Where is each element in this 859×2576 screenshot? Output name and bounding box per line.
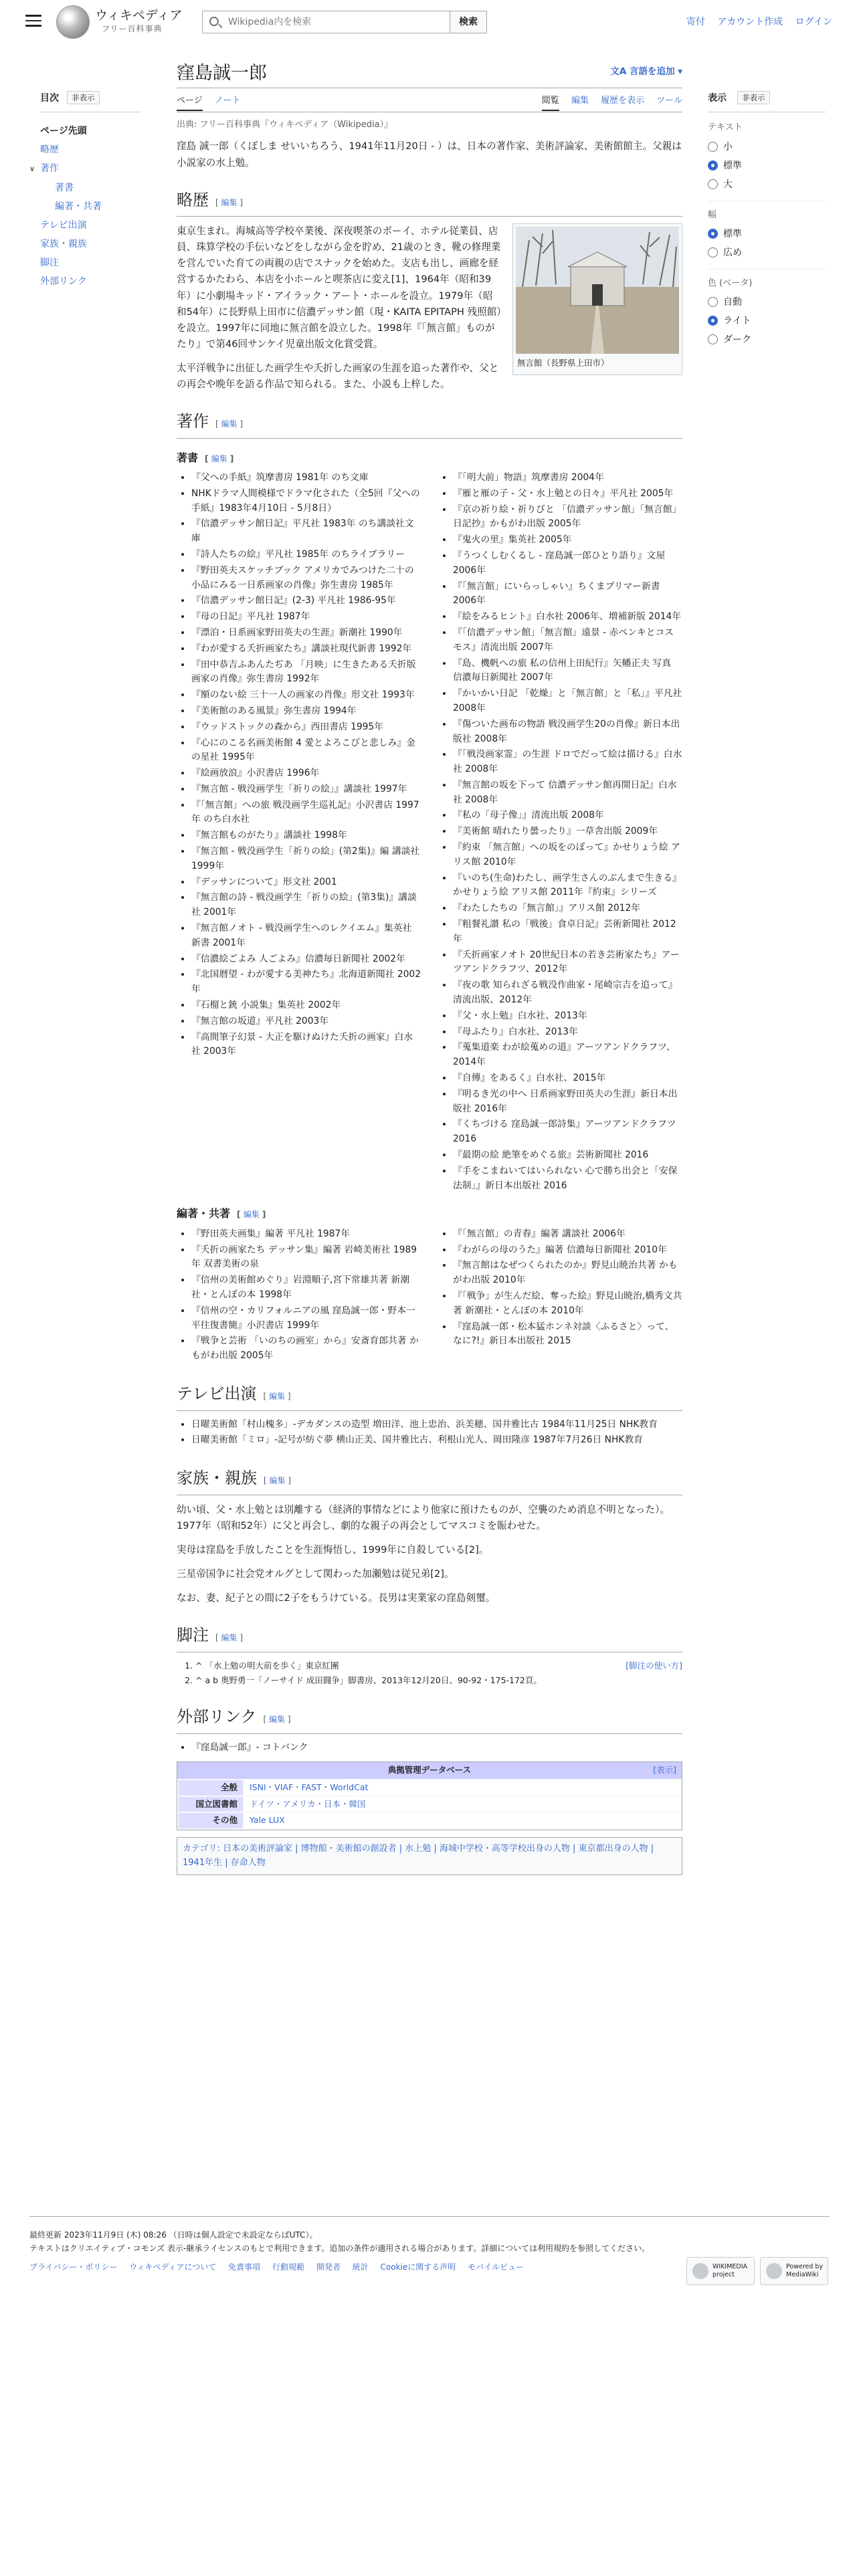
search-button[interactable]: 検索 (450, 11, 487, 33)
list-item: • 『戦争と芸術 「いのちの画室」から』安斎育郎共著 かもがわ出版 2005年 (191, 1334, 421, 1364)
authority-key: その他 (179, 1813, 243, 1828)
edit-link[interactable]: [ 編集 ] (237, 1210, 266, 1220)
coauth-columns (177, 1227, 682, 1365)
thumbnail-caption: 無言館（長野県上田市） (517, 358, 609, 368)
list-item: • 『野田英夫画集』編著 平凡社 1987年 (191, 1227, 421, 1242)
list-item: • 『わが愛する夭折画家たち』講談社現代新書 1992年 (191, 642, 421, 657)
edit-link[interactable]: [ 編集 ] (264, 1476, 292, 1486)
list-item: • 『父・水上勉』白水社、2013年 (453, 1009, 682, 1024)
radio-label: ライト (723, 316, 751, 327)
list-item: • 『信州の美術館めぐり』岩淵順子,宮下常雄共著 新潮社・とんぼの本 1998年 (191, 1273, 421, 1303)
section-heading-works (177, 409, 682, 439)
toc-item-tv[interactable]: テレビ出演 (40, 220, 87, 231)
list-item: • 『無言館ものがたり』講談社 1998年 (191, 829, 421, 843)
authority-value[interactable]: ドイツ・アメリカ・日本・韓国 (244, 1797, 680, 1812)
list-item: • 『「無言館」への旅 戦没画学生巡礼記』小沢書店 1997年 のち白水社 (191, 798, 421, 828)
section-heading-bio (177, 187, 682, 217)
text-size-standard[interactable] (708, 156, 826, 175)
bio-paragraph-1: 東京生まれ。海城高等学校卒業後、深夜喫茶のボーイ、ホテル従業員、店員、珠算学校の手伝いなどをしながら金を貯め、21歳のとき、靴の修理業を営んでいた育ての両親の店でスナックを始めた。支店も出し、画廊を経営するかたわら、本店を小ホールと喫茶店に変え[1]、1964年（昭和39年）に小劇場キッド・アイラック・アート・ホールを設立。1979年（昭和54年）に長野県上田市に信濃デッサン館（現・KAITA EPITAPH 残照館）を設立。1997年に同地に無言館を設立した。1998年『「無言館」ものがたり』で第46回サンケイ児童出版文化賞受賞。 (177, 225, 502, 350)
list-item: • 『くちづける 窪島誠一郎詩集』アーツアンドクラフツ 2016 (453, 1117, 682, 1147)
list-item: • 『無言館はなぜつくられたのか』野見山暁治共著 かもがわ出版 2010年 (453, 1259, 682, 1288)
list-item: • 『デッサンについて』形文社 2001 (191, 875, 421, 890)
books-columns (177, 471, 682, 1194)
lead-paragraph: 窪島 誠一郎（くぼしま せいいちろう、1941年11月20日 - ）は、日本の著作家、美術評論家、美術館館主。父親は小説家の水上勉。 (177, 140, 682, 169)
references-list (177, 1659, 682, 1688)
list-item: • 『心にのこる名画美術館 4 愛とよろこびと悲しみ』金の星社 1995年 (191, 736, 421, 766)
search-input[interactable] (227, 14, 441, 30)
footer-link[interactable]: Cookieに関する声明 (380, 2262, 456, 2272)
color-dark[interactable] (708, 330, 826, 349)
authority-value[interactable]: ISNI・VIAF・FAST・WorldCat (244, 1780, 680, 1796)
external-links-list (177, 1741, 682, 1757)
footer-link[interactable]: ウィキペディアについて (129, 2262, 217, 2272)
list-item: • 『信濃デッサン館日記』(2-3) 平凡社 1986-95年 (191, 594, 421, 609)
logo-title[interactable]: ウィキペディア (95, 8, 183, 23)
edit-link[interactable]: [ 編集 ] (263, 1391, 291, 1401)
family-paragraph-2: 実母は窪島を手放したことを生涯悔悟し、1999年に自殺している[2]。 (177, 1543, 489, 1555)
list-item: • 『わがらの母のうた』編著 信濃毎日新聞社 2010年 (453, 1243, 682, 1258)
text-size-small[interactable] (708, 138, 826, 156)
search-icon (209, 17, 219, 26)
list-item: • 『夭折画家ノオト 20世紀日本の若き芸術家たち』アーツアンドクラフツ、2012年 (453, 948, 682, 978)
list-item: • 『田中恭吉ふあんたぢあ 「月映」に生きたある夭折版画家の肖像』弥生書房 1992年 (191, 658, 421, 687)
list-item: • 『高間筆子幻景 - 大正を駆けぬけた夭折の画家』白水社 2003年 (191, 1031, 421, 1060)
heading-text: 脚注 (177, 1626, 209, 1645)
list-item: • 『窪島誠一郎』- コトバンク (191, 1741, 682, 1755)
color-light[interactable] (708, 312, 826, 330)
list-item: • 『わたしたちの「無言館」』アリス館 2012年 (453, 901, 682, 916)
mugonkan-photo[interactable] (516, 227, 679, 354)
page-footer (29, 2216, 830, 2278)
edit-link[interactable]: [ 編集 ] (263, 1714, 291, 1724)
list-item: • 『「戦争」が生んだ絵、奪った絵』野見山暁治,橋秀文共著 新潮社・とんぼの本 2010年 (453, 1289, 682, 1319)
add-language-button[interactable]: 文A 言語を追加 ▾ (610, 66, 682, 77)
mediawiki-badge[interactable]: Powered by MediaWiki (760, 2257, 828, 2285)
list-item: • 『無言館 - 戦没画学生「祈りの絵」』講談社 1997年 (191, 782, 421, 797)
footer-link[interactable]: モバイルビュー (468, 2262, 524, 2272)
tv-list (177, 1418, 682, 1450)
building-illustration (516, 227, 679, 354)
books-list-right (438, 471, 682, 1194)
wikimedia-badge[interactable]: WIKIMEDIA project (686, 2257, 755, 2285)
books-list-left (177, 471, 421, 1194)
wikipedia-logo-icon[interactable] (56, 5, 90, 39)
heading-text: テレビ出演 (177, 1384, 257, 1403)
radio-label: ダーク (723, 334, 751, 346)
list-item: • 『信濃絵ごよみ 人ごよみ』信濃毎日新聞社 2002年 (191, 952, 421, 967)
subheading-books (177, 449, 682, 467)
category-links[interactable] (177, 1837, 682, 1875)
list-item: • 『島、機帆への旅 私の信州上田紀行』矢幡正夫 写真 信濃毎日新聞社 2007年 (453, 657, 682, 686)
radio-icon (708, 247, 718, 257)
radio-icon (708, 334, 718, 344)
radio-selected-icon (708, 229, 718, 239)
toc-item-coauthored[interactable]: 編著・共著 (55, 201, 102, 213)
color-label: 色 (ベータ) (708, 278, 753, 288)
toc-title: 目次 (40, 93, 59, 104)
appearance-hide-button[interactable]: 非表示 (737, 91, 770, 104)
authority-value[interactable]: Yale LUX (244, 1813, 680, 1828)
appearance-title: 表示 (708, 93, 727, 104)
list-item: • 『「信濃デッサン館」「無言館」遠景 - 赤ペンキとコスモス』清流出版 2007年 (453, 626, 682, 655)
radio-icon (708, 179, 718, 189)
edit-link[interactable]: [ 編集 ] (215, 1633, 244, 1643)
external-list-wrap (177, 1741, 682, 1757)
table-of-contents (29, 91, 140, 291)
color-auto[interactable] (708, 293, 826, 312)
list-item: • 『うつくしむくるし - 窪島誠一郎ひとり語り』文屋 2006年 (453, 549, 682, 578)
menu-icon[interactable] (25, 15, 41, 27)
tab-read[interactable]: 閲覧 (542, 96, 559, 111)
toc-item-top[interactable]: ページ先頭 (40, 126, 87, 137)
text-size-large[interactable] (708, 175, 826, 194)
family-paragraph-1: 幼い頃、父・水上勉とは別離する（経済的事情などにより他家に預けたものが、空襲のため消息不明となった）。1977年（昭和52年）に父と再会し、劇的な親子の再会としてマスコミを賑わせた。 (177, 1503, 670, 1531)
list-item: • 日曜美術館「ミロ」-記号が紡ぐ夢 横山正美、国井雅比古、利根山光人、岡田隆彦 1987年7月26日 NHK教育 (191, 1433, 682, 1448)
thumbnail-figure[interactable] (512, 223, 682, 375)
section-heading-external (177, 1704, 682, 1734)
toc-hide-button[interactable]: 非表示 (67, 91, 100, 104)
add-language-label: 言語を追加 (630, 66, 675, 77)
heading-text: 著書 (177, 451, 199, 464)
list-item: • 『北国暦望 - わが愛する美神たち』北海道新聞社 2002年 (191, 968, 421, 997)
list-item: • 『「無言館」の青春』編著 講談社 2006年 (453, 1227, 682, 1242)
radio-label: 自動 (723, 297, 742, 308)
list-item: • 『京の祈り絵・祈りびと 「信濃デッサン館」「無言館」日記抄』かもがわ出版 2005年 (453, 503, 682, 532)
radio-selected-icon (708, 316, 718, 326)
category-text[interactable]: カテゴリ: 日本の美術評論家 | 博物館・美術館の創設者 | 水上勉 | 海城中学校・高等学校出身の人物 | 東京都出身の人物 | 1941年生 | 存命人物 (183, 1843, 654, 1868)
create-account-link[interactable]: アカウント作成 (717, 17, 783, 27)
login-link[interactable]: ログイン (795, 17, 832, 27)
heading-text: 外部リンク (177, 1707, 257, 1726)
tab-talk[interactable]: ノート (214, 96, 241, 106)
list-item: • NHKドラマ人間模様でドラマ化された（全5回『父への手紙』1983年4月10日 - 5月8日） (191, 487, 421, 516)
search-box (202, 11, 487, 33)
list-item: • 『絵画放浪』小沢書店 1996年 (191, 766, 421, 781)
heading-text: 家族・親族 (177, 1469, 257, 1488)
table-row (179, 1813, 680, 1828)
list-item: • 『母ふたり』白水社、2013年 (453, 1025, 682, 1040)
authority-control-box (177, 1761, 682, 1830)
logo-tagline: フリー百科事典 (102, 24, 163, 33)
radio-label: 標準 (723, 228, 742, 239)
list-item: • 『蒐集道楽 わが絵蒐めの道』アーツアンドクラフツ、2014年 (453, 1041, 682, 1070)
toc-item-external[interactable]: 外部リンク (40, 276, 87, 288)
authority-header (177, 1762, 682, 1779)
list-item: • 『信濃デッサン館日記』平凡社 1983年 のち講談社文庫 (191, 517, 421, 546)
list-item: • 『雁と雁の子 - 父・水上勉との日々』平凡社 2005年 (453, 487, 682, 502)
section-heading-tv (177, 1381, 682, 1411)
footer-link[interactable]: 開発者 (316, 2262, 341, 2272)
section-heading-family (177, 1465, 682, 1495)
list-item: • 『額のない絵 三十一人の画家の肖像』形文社 1993年 (191, 688, 421, 703)
list-item: • 『粗餐礼讃 私の「戦後」食卓日記』芸術新聞社 2012年 (453, 918, 682, 947)
list-item: • 『石榴と銃 小説集』集英社 2002年 (191, 998, 421, 1013)
footer-link[interactable]: 行動規範 (272, 2262, 305, 2272)
edit-link[interactable]: [ 編集 ] (215, 197, 244, 207)
list-item: • 『信州の空・カリフォルニアの風 窪島誠一郎・野本一平往復書簡』小沢書店 1999年 (191, 1304, 421, 1333)
authority-key: 国立図書館 (179, 1797, 243, 1812)
edit-link[interactable]: [ 編集 ] (205, 453, 234, 463)
list-item: • 『漂泊・日系画家野田英夫の生涯』新潮社 1990年 (191, 626, 421, 641)
toc-item-bio[interactable]: 略歴 (40, 144, 59, 156)
authority-title[interactable]: 典拠管理データベース (387, 1765, 472, 1776)
list-item: • 『母の日記』平凡社 1987年 (191, 610, 421, 625)
list-item: • 『「戦没画家霊」の生涯 ドロでだって絵は描ける』白水社 2008年 (453, 748, 682, 777)
radio-icon (708, 142, 718, 152)
tab-page[interactable]: ページ (177, 96, 203, 111)
appearance-header (708, 91, 826, 112)
tab-tools[interactable]: ツール (656, 96, 682, 106)
radio-selected-icon (708, 160, 718, 171)
section-heading-notes (177, 1622, 682, 1652)
toc-item-family[interactable]: 家族・親族 (40, 239, 87, 250)
list-item: • 『美術館 晴れたり曇ったり』一草舎出版 2009年 (453, 825, 682, 839)
list-item: • 『鬼火の里』集英社 2005年 (453, 533, 682, 548)
list-item: • 『手をこまねいてはいられない 心で勝ち出会と「安保法制」』新日本出版社 2016 (453, 1164, 682, 1194)
list-item: • 『夭折の画家たち デッサン集』編著 岩崎美術社 1989年 双書美術の泉 (191, 1243, 421, 1273)
list-item: 1. ^ 「水上勉の明大前を歩く」東京紅團 (195, 1659, 682, 1673)
source-line: 出典: フリー百科事典『ウィキペディア（Wikipedia）』 (177, 120, 393, 130)
toc-item-label: 著作 (40, 163, 59, 175)
coauth-list-right (438, 1227, 682, 1365)
appearance-panel (708, 91, 826, 349)
list-item: • 『「明大前」物語』筑摩書房 2004年 (453, 471, 682, 486)
tv-list-wrap (177, 1418, 682, 1450)
list-item: • 『美術館のある風景』弥生書房 1994年 (191, 704, 421, 719)
list-item: • 『詩人たちの絵』平凡社 1985年 のちライブラリー (191, 548, 421, 562)
heading-text: 略歴 (177, 190, 209, 209)
authority-table (177, 1779, 682, 1830)
tab-edit[interactable]: 編集 (571, 96, 589, 106)
footer-link[interactable]: 統計 (352, 2262, 369, 2272)
user-links (677, 15, 832, 30)
coauth-list-left (177, 1227, 421, 1365)
list-item: • 『私の「母子像」』清流出版 2008年 (453, 809, 682, 823)
list-item: • 『無言館の坂道』平凡社 2003年 (191, 1014, 421, 1029)
list-item: • 『「無言館」にいらっしゃい』ちくまプリマー新書 2006年 (453, 580, 682, 609)
table-row (179, 1780, 680, 1796)
site-header (0, 0, 859, 45)
divider (708, 269, 826, 270)
donate-link[interactable]: 寄付 (686, 17, 705, 27)
list-item: • 『無言館ノオト - 戦没画学生へのレクイエム』集英社新書 2001年 (191, 922, 421, 951)
page-title: 窪島誠一郎 (177, 63, 267, 84)
toc-header (40, 91, 140, 112)
width-label: 幅 (708, 209, 717, 220)
list-item: • 『約束 「無言館」への坂をのぼって』かせりょう絵 アリス館 2010年 (453, 841, 682, 870)
heading-text: 編著・共著 (177, 1207, 231, 1220)
page-tabs (177, 88, 682, 112)
tab-history[interactable]: 履歴を表示 (601, 96, 645, 106)
list-item: • 『無言館の坂を下って 信濃デッサン館再開日記』白水社 2008年 (453, 778, 682, 808)
radio-icon (708, 297, 718, 307)
list-item: • 『無言館 - 戦没画学生「祈りの絵」(第2集)』編 講談社 1999年 (191, 845, 421, 874)
list-item: • 『かいかい日記 「乾燥」と「無言館」と「私」』平凡社 2008年 (453, 687, 682, 716)
last-modified: 最終更新 2023年11月9日 (木) 08:26 （日時は個人設定で未設定ならばUTC）。 (29, 2230, 318, 2240)
list-item: • 『明るき光の中へ 日系画家野田英夫の生涯』新日本出版社 2016年 (453, 1087, 682, 1117)
edit-link[interactable]: [ 編集 ] (215, 419, 244, 429)
list-item: • 『無言館の詩 - 戦没画学生「祈りの絵」(第3集)』講談社 2001年 (191, 891, 421, 920)
radio-label: 標準 (723, 160, 742, 171)
list-item: • 『最期の絵 絶筆をめぐる旅』芸術新聞社 2016 (453, 1148, 682, 1163)
list-item: • 『夜の歌 知られざる戦没作曲家・尾崎宗吉を追って』清流出版、2012年 (453, 978, 682, 1008)
list-item: • 『いのち(生命)わたし、画学生さんのぶんまで生きる』かせりょう絵 アリス館 2011年『約束』シリーズ (453, 871, 682, 901)
list-item: 2. ^ a b 奥野勇一「ノーサイド 成田闘争」脚書房、2013年12月20日、90-92・175-172頁。 (195, 1674, 682, 1688)
subheading-coauthored (177, 1205, 682, 1222)
list-item: • 『父への手紙』筑摩書房 1981年 のち文庫 (191, 471, 421, 486)
list-item: • 『ウッドストックの森から』西田書店 1995年 (191, 720, 421, 735)
toc-item-works[interactable] (29, 159, 140, 179)
width-wide[interactable] (708, 243, 826, 262)
chevron-down-icon[interactable]: ∨ (29, 165, 35, 174)
width-standard[interactable] (708, 225, 826, 243)
radio-label: 小 (723, 141, 733, 152)
family-paragraph-4: なお、妻、紀子との間に2子をもうけている。長男は実業家の窪島剣璽。 (177, 1592, 496, 1604)
list-item: • 『窪島誠一郎・松本猛ホンネ対談〈ふるさと〉って、なに?!』新日本出版社 2015 (453, 1320, 682, 1350)
list-item: • 『野田英夫スケッチブック アメリカでみつけた二十の小品にみる一日系画家の肖像』弥生書房 1985年 (191, 564, 421, 593)
toc-item-notes[interactable]: 脚注 (40, 257, 59, 269)
heading-text: 著作 (177, 411, 209, 431)
radio-label: 大 (723, 179, 733, 190)
radio-label: 広め (723, 247, 742, 258)
footer-link[interactable]: 免責事項 (228, 2262, 261, 2272)
text-size-label: テキスト (708, 122, 743, 133)
bio-paragraph-2: 太平洋戦争に出征した画学生や夭折した画家の生涯を追った著作や、父との再会や晩年を語る作品で知られる。また、小説も上梓した。 (177, 362, 499, 390)
list-item: • 『自傳』をあるく』白水社、2015年 (453, 1071, 682, 1086)
table-row (179, 1797, 680, 1812)
list-item: • 『傷ついた画布の物語 戦没画学生20の肖像』新日本出版社 2008年 (453, 718, 682, 747)
authority-key: 全般 (179, 1780, 243, 1796)
notes-howto-link[interactable]: [脚注の使い方] (626, 1660, 682, 1671)
authority-toggle-button[interactable]: [表示] (653, 1765, 676, 1776)
title-row (177, 56, 682, 88)
footer-link[interactable]: プライバシー・ポリシー (29, 2262, 118, 2272)
family-paragraph-3: 三星帝国争に社会党オルグとして関わった加瀬勉は従兄弟[2]。 (177, 1568, 454, 1580)
toc-item-books[interactable]: 著書 (55, 183, 74, 194)
list-item: • 『絵をみるヒント』白水社 2006年、増補新版 2014年 (453, 610, 682, 625)
article (177, 56, 682, 1875)
list-item: • 日曜美術館「村山槐多」-デカダンスの造型 増田洋、池上忠治、浜美穂、国井雅比古 1984年11月25日 NHK教育 (191, 1418, 682, 1432)
license-text: テキストはクリエイティブ・コモンズ 表示-継承ライセンスのもとで利用できます。追加の条件が適用される場合があります。詳細については利用規約を参照してください。 (29, 2243, 650, 2253)
